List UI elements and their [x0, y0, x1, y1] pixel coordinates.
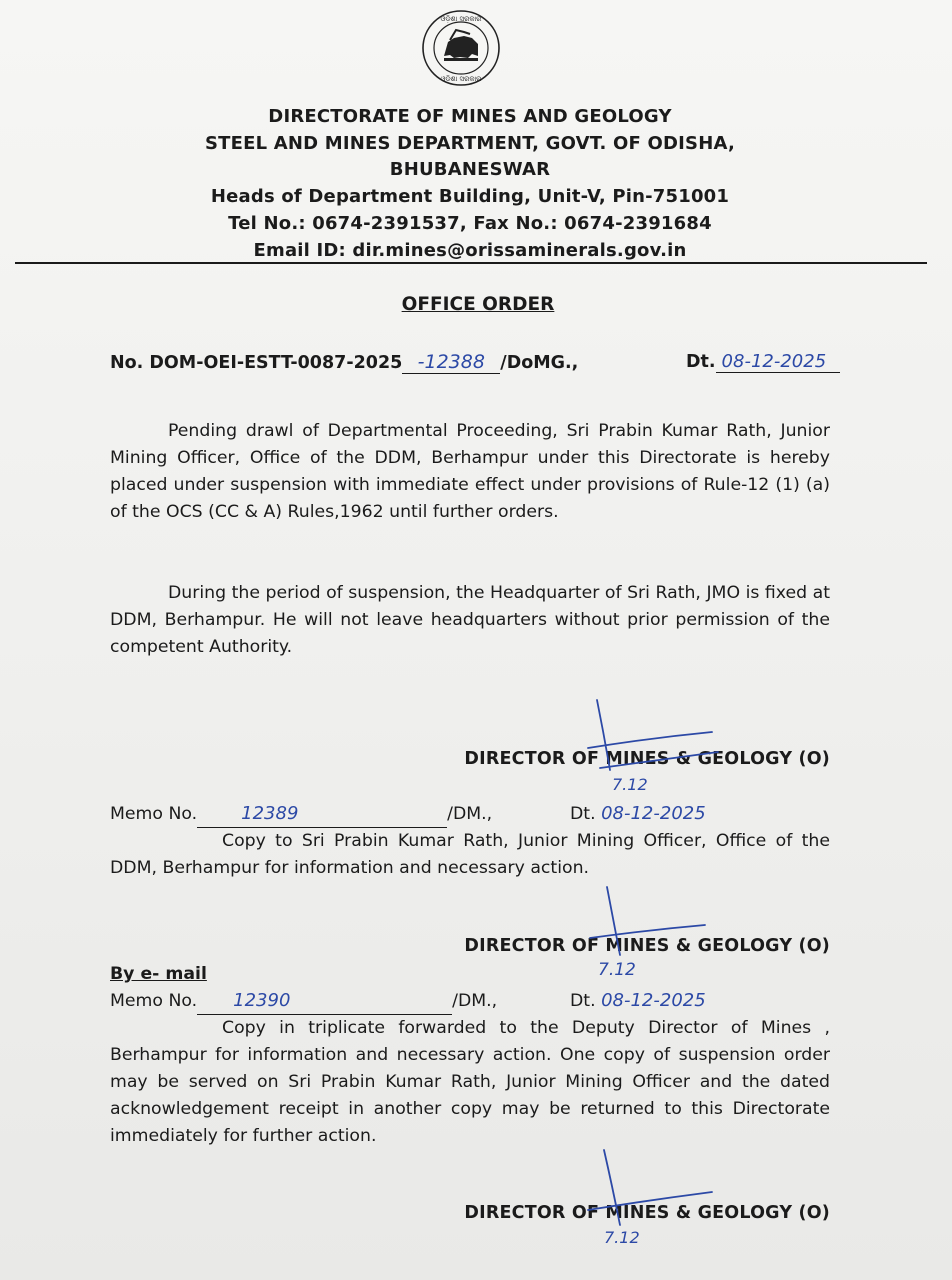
letterhead-line-6: Email ID: dir.mines@orissaminerals.gov.in	[253, 240, 687, 261]
order-number-label: No. DOM-OEI-ESTT-0087-2025	[110, 353, 403, 373]
memo2-date-label: Dt.	[570, 991, 596, 1011]
director-signature-2: DIRECTOR OF MINES & GEOLOGY (O)	[464, 936, 830, 956]
seal-top-text: ଓଡ଼ିଶା ସରକାର	[440, 15, 482, 23]
letterhead-line-3: BHUBANESWAR	[389, 159, 551, 180]
by-email-label: By e- mail	[110, 964, 207, 984]
memo2-date-line	[570, 987, 706, 1015]
memo2-suffix: /DM.,	[452, 991, 498, 1011]
memo2-number: 12390	[197, 987, 452, 1015]
order-number-handwritten: -12388	[402, 351, 500, 374]
memo2-label: Memo No.	[110, 991, 198, 1011]
memo2-text: Copy in triplicate forwarded to the Deputy Director of Mines , Berhampur for information and necessary action. One copy of suspension order may be served on Sri Prabin Kumar Rath, Junior Mining Officer and the dated acknowledgement receipt in another copy may be returned to this Directorate immediately for further action.	[110, 1018, 830, 1146]
memo1-text: Copy to Sri Prabin Kumar Rath, Junior Mining Officer, Office of the DDM, Berhampur for information and necessary action.	[110, 831, 830, 878]
order-number	[110, 351, 578, 374]
letterhead-line-2: STEEL AND MINES DEPARTMENT, GOVT. OF ODISHA,	[204, 133, 735, 154]
letterhead-line-4: Heads of Department Building, Unit-V, Pin-751001	[210, 186, 730, 207]
letterhead-line-5: Tel No.: 0674-2391537, Fax No.: 0674-2391684	[228, 213, 712, 234]
letterhead-divider	[15, 262, 927, 264]
memo1-date: 08-12-2025	[601, 803, 706, 824]
signature-date-2: 7.12	[598, 960, 636, 980]
odisha-emblem-seal	[420, 8, 502, 88]
office-order-title: OFFICE ORDER	[401, 294, 555, 315]
order-number-suffix: /DoMG.,	[500, 353, 579, 373]
order-paragraph-2: During the period of suspension, the Headquarter of Sri Rath, JMO is fixed at DDM, Berhampur. He will not leave headquarters without prior permission of the competent Authority.	[110, 583, 830, 657]
memo1-date-label: Dt.	[570, 804, 596, 824]
signature-date-3: 7.12	[604, 1228, 640, 1247]
seal-bottom-text: ଓଡ଼ିଶା ସରକାର	[440, 75, 482, 83]
order-date-handwritten: 08-12-2025	[716, 351, 840, 373]
memo1-label: Memo No.	[110, 804, 198, 824]
order-date-label: Dt.	[686, 352, 716, 372]
letterhead-line-1: DIRECTORATE OF MINES AND GEOLOGY	[268, 106, 672, 127]
memo1-date-line	[570, 800, 706, 828]
memo2-date: 08-12-2025	[601, 990, 706, 1011]
memo1-suffix: /DM.,	[447, 804, 493, 824]
memo1-number-line	[110, 800, 492, 828]
memo1-number: 12389	[197, 800, 447, 828]
memo2-number-line	[110, 987, 497, 1015]
director-signature-3: DIRECTOR OF MINES & GEOLOGY (O)	[464, 1203, 830, 1223]
signature-date-1: 7.12	[612, 775, 648, 794]
director-signature-1: DIRECTOR OF MINES & GEOLOGY (O)	[464, 749, 830, 769]
order-date	[686, 351, 840, 373]
order-paragraph-1: Pending drawl of Departmental Proceeding, Sri Prabin Kumar Rath, Junior Mining Officer, Office of the DDM, Berhampur under this Directorate is hereby placed under suspension with immediate effect under provisions of Rule-12 (1) (a) of the OCS (CC & A) Rules,1962 until further orders.	[110, 421, 830, 522]
